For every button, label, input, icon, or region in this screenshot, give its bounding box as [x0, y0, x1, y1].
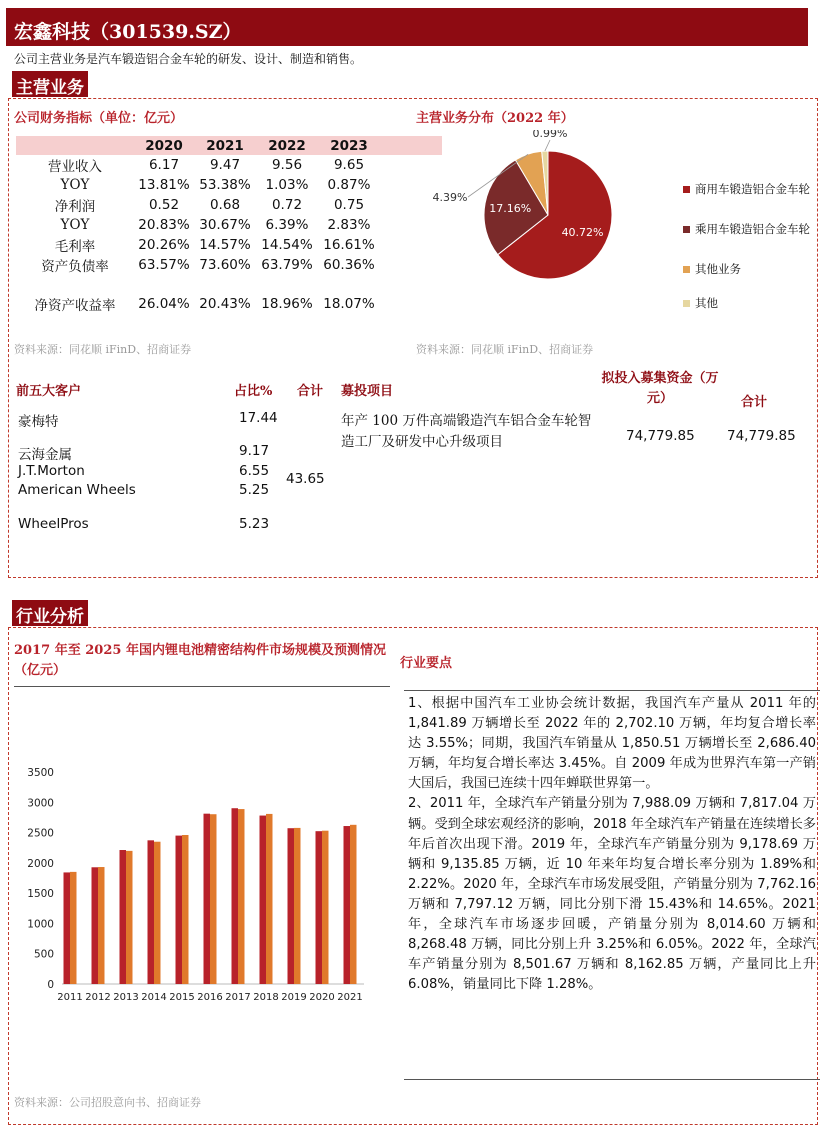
bar	[120, 850, 127, 984]
fund-head-project: 募投项目	[341, 384, 394, 399]
pie-value-label: 40.72%	[561, 225, 604, 239]
fund-project: 年产 100 万件高端锻造汽车铝合金车轮智造工厂及研发中心升级项目	[341, 413, 592, 450]
bar	[126, 851, 133, 984]
legend-swatch	[683, 266, 690, 273]
pie-legend-item	[683, 295, 813, 312]
customer-name: American Wheels	[18, 482, 136, 498]
bar	[92, 867, 99, 984]
bar	[204, 814, 211, 984]
bar-chart	[14, 740, 374, 1020]
y-tick-label: 2500	[27, 827, 54, 840]
fin-row-label: YOY	[60, 216, 90, 233]
customers-head-share: 占比%	[234, 384, 273, 399]
fin-cell: 6.39%	[265, 216, 309, 233]
bar	[288, 828, 295, 984]
fund-head-total: 合计	[741, 395, 768, 410]
pie-legend-item	[683, 221, 813, 261]
customer-name: 云海金属	[18, 447, 72, 463]
x-tick-label: 2020	[309, 992, 335, 1003]
fin-table-title: 公司财务指标（单位：亿元）	[14, 111, 184, 126]
fin-row-label: YOY	[60, 176, 90, 193]
legend-swatch	[683, 186, 690, 193]
y-tick-label: 1500	[27, 888, 54, 901]
x-tick-label: 2012	[85, 992, 111, 1003]
fin-year: 2023	[318, 136, 380, 155]
fin-row-label: 毛利率	[54, 238, 96, 255]
fin-cell: 6.17	[148, 157, 180, 173]
report-title: 宏鑫科技（301539.SZ）	[6, 8, 808, 46]
fin-row	[16, 155, 442, 175]
bar-chart-source: 资料来源：公司招股意向书、招商证券	[14, 1096, 201, 1109]
fin-cell: 20.83%	[138, 216, 190, 233]
bar	[260, 816, 267, 984]
point-paragraph: 1、根据中国汽车工业协会统计数据，我国汽车产量从 2011 年的 1,841.89 万辆增长至 2022 年的 2,702.10 万辆，年均复合增长率达 3.55%；同期，我国汽车销量从 1,850.51 万辆增长至 2,686.40 万辆，年均复合增长率达 3.45%。自 2009 年成为世界汽车第一产销大国后，我国已连续十四年蝉联世界第一。	[408, 696, 816, 792]
bar	[210, 814, 217, 984]
fin-cell: 63.79%	[261, 256, 313, 273]
fin-cell: 16.61%	[323, 236, 375, 253]
fin-cell: 0.75	[333, 196, 365, 213]
customer-share: 5.23	[239, 516, 270, 532]
fin-row	[16, 294, 442, 314]
legend-swatch	[683, 300, 690, 307]
fin-row-label: 净资产收益率	[34, 298, 116, 315]
customers-head-total: 合计	[297, 384, 324, 399]
fin-row-label: 营业收入	[48, 159, 102, 175]
fin-row	[16, 195, 442, 215]
bar	[294, 828, 301, 984]
bar	[238, 809, 245, 984]
fin-cell: 0.72	[271, 196, 303, 213]
pie-legend	[683, 181, 813, 312]
customer-name: 豪梅特	[18, 414, 59, 430]
dist-source: 资料来源：同花顺 iFinD、招商证券	[416, 343, 594, 356]
legend-label: 商用车锻造铝合金车轮	[695, 182, 810, 196]
pie-leader-line	[545, 140, 550, 151]
dist-title: 主营业务分布（2022 年）	[416, 111, 574, 126]
pie-legend-item	[683, 181, 813, 221]
bar	[350, 825, 357, 984]
fin-cell: 1.03%	[265, 176, 309, 193]
fin-year: 2022	[256, 136, 318, 155]
fin-cell: 0.52	[148, 196, 180, 213]
fin-cell: 2.83%	[327, 216, 371, 233]
points-title: 行业要点	[400, 656, 453, 671]
fin-cell: 9.47	[209, 157, 241, 173]
bar	[232, 808, 239, 984]
chart-rule	[14, 686, 390, 687]
customer-share: 9.17	[239, 443, 270, 459]
fin-row-label: 净利润	[54, 198, 96, 215]
bar	[70, 872, 77, 984]
fin-source: 资料来源：同花顺 iFinD、招商证券	[14, 343, 192, 356]
x-tick-label: 2017	[225, 992, 251, 1003]
fin-cell: 9.65	[333, 157, 365, 173]
bar-chart-title: 2017 年至 2025 年国内锂电池精密结构件市场规模及预测情况（亿元）	[14, 643, 386, 678]
bar	[266, 814, 273, 984]
bar	[316, 831, 323, 984]
industry-points	[404, 690, 820, 1080]
bar	[176, 836, 183, 984]
fin-cell: 18.07%	[323, 296, 375, 313]
fin-row	[16, 215, 442, 235]
section-main-business: 主营业务	[12, 71, 88, 97]
fin-row	[16, 255, 442, 275]
fin-cell: 60.36%	[323, 256, 375, 273]
fin-cell: 20.43%	[199, 296, 251, 313]
pie-value-label: 17.16%	[489, 201, 532, 215]
customer-name: WheelPros	[18, 516, 89, 532]
y-tick-label: 2000	[27, 857, 54, 870]
customers-head-name: 前五大客户	[16, 384, 82, 399]
x-tick-label: 2013	[113, 992, 139, 1003]
fin-cell: 63.57%	[138, 256, 190, 273]
bar	[148, 840, 155, 984]
bar	[344, 826, 351, 984]
customer-share: 6.55	[239, 463, 270, 479]
x-tick-label: 2015	[169, 992, 195, 1003]
fin-cell: 13.81%	[138, 176, 190, 193]
pie-value-label: 4.39%	[432, 191, 468, 204]
fin-cell: 14.54%	[261, 236, 313, 253]
fin-cell: 30.67%	[199, 216, 251, 233]
y-tick-label: 500	[33, 948, 54, 961]
fund-amount: 74,779.85	[626, 428, 695, 444]
x-tick-label: 2021	[337, 992, 363, 1003]
fin-row	[16, 235, 442, 255]
fin-table	[16, 136, 442, 314]
customer-share: 5.25	[239, 482, 270, 498]
x-tick-label: 2016	[197, 992, 223, 1003]
fin-cell: 0.87%	[327, 176, 371, 193]
point-paragraph: 2、2011 年，全球汽车产销量分别为 7,988.09 万辆和 7,817.04 万辆。受到全球宏观经济的影响，2018 年全球汽车产销量在连续增长多年后首次出现下滑。2019 年，全球汽车产销量分别为 9,178.69 万辆和 9,135.85 万辆，近 10 年来年均复合增长率分别为 1.89%和 2.22%。2020 年，全球汽车市场发展受阻，产销量分别为 7,762.16 万辆和 7,797.12 万辆，同比分别下滑 15.43%和 14.65%。2021 年，全球汽车市场逐步回暖，产销量分别为 8,014.60 万辆和 8,268.48 万辆，同比分别上升 3.25%和 6.05%。2022 年，全球汽车产销量分别为 8,501.67 万辆和 8,162.85 万辆，产量同比上升 6.08%，销量同比下降 1.28%。	[408, 796, 816, 993]
section-industry: 行业分析	[12, 600, 88, 626]
bar	[182, 835, 189, 984]
bar	[64, 872, 71, 984]
fin-row-label: 资产负债率	[41, 258, 109, 275]
legend-label: 其他业务	[695, 262, 741, 276]
fin-cell: 73.60%	[199, 256, 251, 273]
x-tick-label: 2011	[57, 992, 83, 1003]
pie-legend-item	[683, 261, 813, 295]
fin-cell: 18.96%	[261, 296, 313, 313]
legend-label: 其他	[695, 296, 718, 310]
pie-value-label: 0.99%	[532, 130, 568, 140]
bar	[98, 867, 105, 984]
fin-cell: 9.56	[271, 157, 303, 173]
bar	[154, 842, 161, 984]
x-tick-label: 2019	[281, 992, 307, 1003]
fund-total: 74,779.85	[727, 428, 796, 444]
customer-name: J.T.Morton	[18, 463, 85, 479]
x-tick-label: 2014	[141, 992, 167, 1003]
y-tick-label: 3000	[27, 797, 54, 810]
x-tick-label: 2018	[253, 992, 279, 1003]
fin-row	[16, 175, 442, 195]
y-tick-label: 1000	[27, 918, 54, 931]
fin-cell: 20.26%	[138, 236, 190, 253]
customers-total: 43.65	[286, 471, 325, 487]
legend-label: 乘用车锻造铝合金车轮	[695, 222, 810, 236]
bar	[322, 831, 329, 984]
y-tick-label: 0	[47, 979, 54, 991]
fin-cell: 53.38%	[199, 176, 251, 193]
fin-cell: 26.04%	[138, 296, 190, 313]
company-intro: 公司主营业务是汽车锻造铝合金车轮的研发、设计、制造和销售。	[14, 52, 363, 66]
fin-cell: 14.57%	[199, 236, 251, 253]
customer-share: 17.44	[239, 410, 278, 426]
legend-swatch	[683, 226, 690, 233]
fin-cell: 0.68	[209, 196, 241, 213]
y-tick-label: 3500	[27, 767, 54, 779]
fin-year: 2020	[134, 136, 194, 155]
fund-head-amount: 拟投入募集资金（万元）	[601, 371, 719, 406]
fin-year: 2021	[194, 136, 256, 155]
